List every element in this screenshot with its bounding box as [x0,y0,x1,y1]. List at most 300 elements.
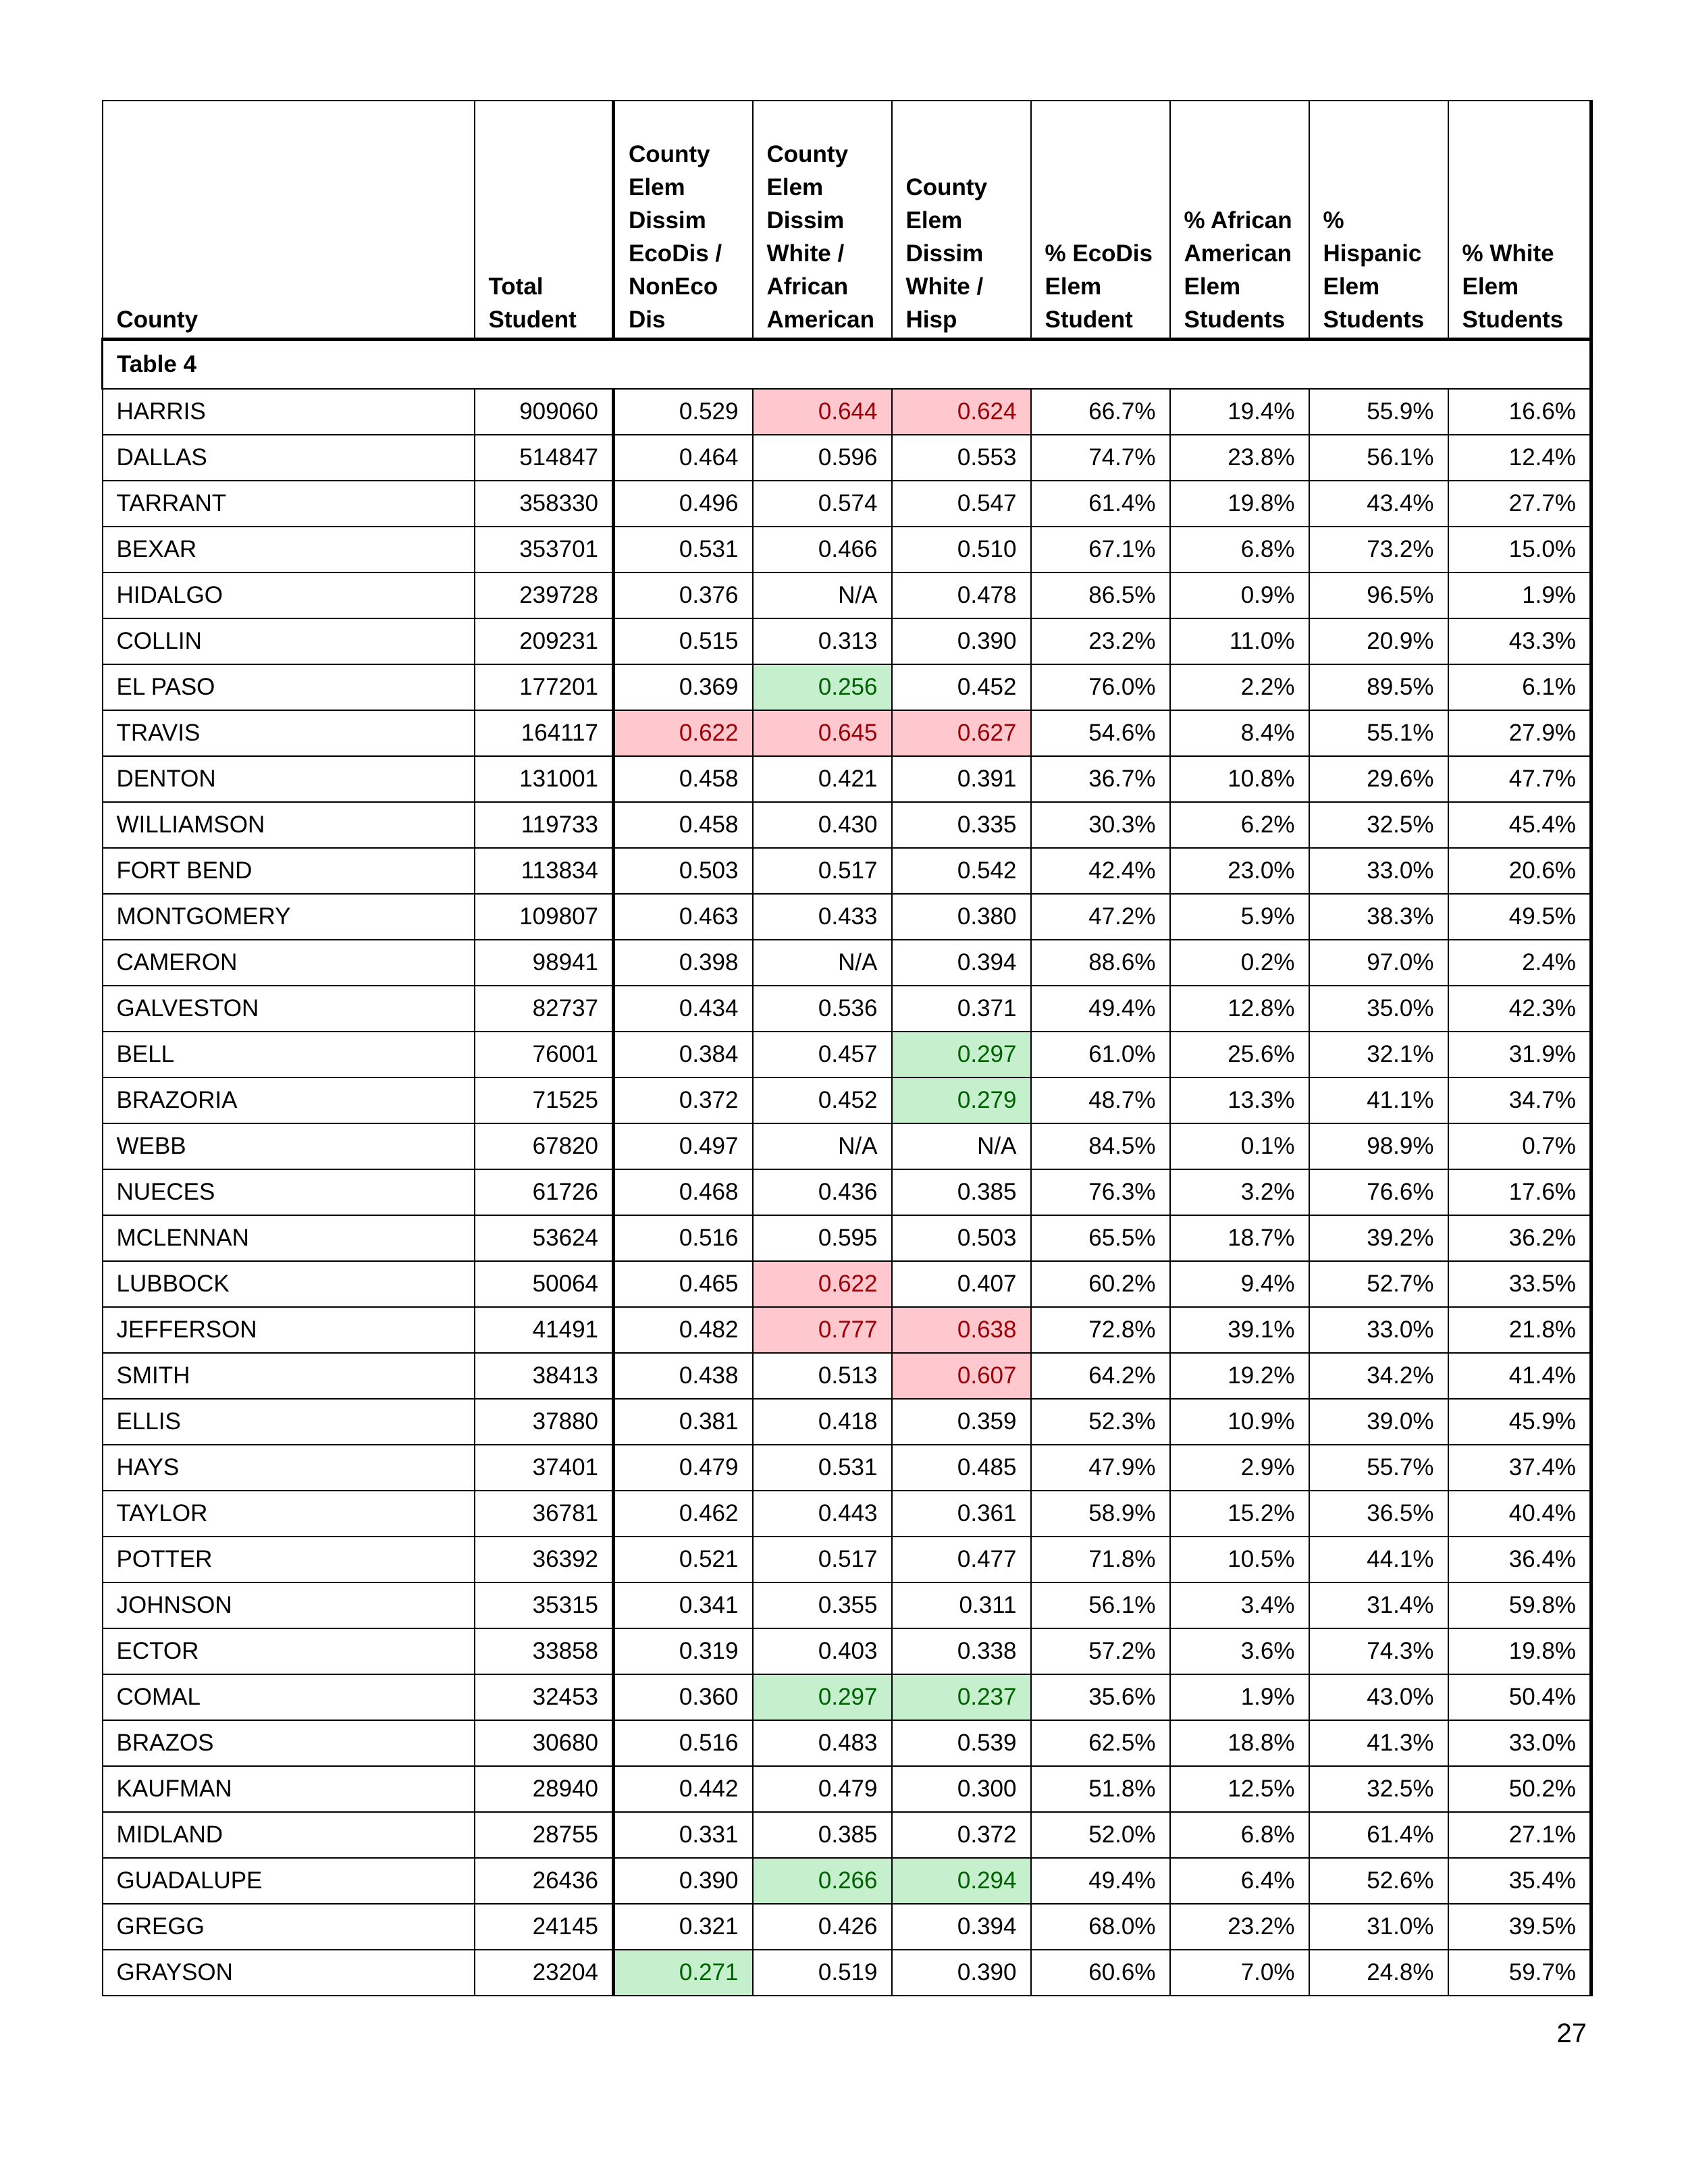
cell-dissim-white-aa: 0.426 [753,1904,892,1950]
cell-pct-african-american: 3.6% [1170,1628,1309,1674]
cell-pct-ecodis: 76.3% [1031,1169,1170,1215]
cell-pct-white: 42.3% [1448,986,1591,1032]
table-row [103,1812,1591,1858]
cell-pct-white: 49.5% [1448,894,1591,940]
cell-dissim-ecodis: 0.529 [614,389,753,435]
cell-pct-ecodis: 58.9% [1031,1491,1170,1537]
cell-pct-hispanic: 55.1% [1309,710,1448,756]
cell-pct-hispanic: 43.4% [1309,481,1448,527]
cell-dissim-white-hisp: 0.477 [892,1537,1031,1582]
cell-total-student: 41491 [475,1307,614,1353]
cell-dissim-white-hisp: 0.359 [892,1399,1031,1445]
table-row [103,1261,1591,1307]
cell-dissim-white-hisp: 0.385 [892,1169,1031,1215]
cell-pct-white: 59.8% [1448,1582,1591,1628]
cell-pct-hispanic: 33.0% [1309,848,1448,894]
cell-dissim-white-hisp: 0.624 [892,389,1031,435]
cell-county: MONTGOMERY [103,894,475,940]
table-row [103,1353,1591,1399]
cell-dissim-white-hisp: 0.338 [892,1628,1031,1674]
cell-dissim-ecodis: 0.321 [614,1904,753,1950]
cell-dissim-white-aa: 0.266 [753,1858,892,1904]
cell-total-student: 909060 [475,389,614,435]
cell-dissim-ecodis: 0.516 [614,1215,753,1261]
cell-dissim-white-hisp: 0.237 [892,1674,1031,1720]
cell-dissim-ecodis: 0.271 [614,1950,753,1996]
cell-dissim-ecodis: 0.331 [614,1812,753,1858]
cell-dissim-white-aa: 0.622 [753,1261,892,1307]
table-row [103,1674,1591,1720]
cell-pct-white: 50.4% [1448,1674,1591,1720]
cell-pct-white: 43.3% [1448,618,1591,664]
cell-pct-hispanic: 97.0% [1309,940,1448,986]
cell-pct-african-american: 18.8% [1170,1720,1309,1766]
cell-pct-ecodis: 76.0% [1031,664,1170,710]
cell-pct-ecodis: 88.6% [1031,940,1170,986]
table-row [103,986,1591,1032]
table-row [103,1399,1591,1445]
cell-pct-african-american: 2.9% [1170,1445,1309,1491]
cell-county: POTTER [103,1537,475,1582]
cell-dissim-white-aa: 0.536 [753,986,892,1032]
cell-pct-ecodis: 86.5% [1031,572,1170,618]
cell-dissim-white-hisp: 0.300 [892,1766,1031,1812]
header-pct-ecodis: % EcoDis Elem Student [1031,101,1170,340]
cell-county: LUBBOCK [103,1261,475,1307]
table-row [103,435,1591,481]
cell-dissim-white-aa: 0.403 [753,1628,892,1674]
table-row [103,1537,1591,1582]
table-row [103,1858,1591,1904]
table-row [103,894,1591,940]
cell-pct-ecodis: 60.6% [1031,1950,1170,1996]
cell-total-student: 353701 [475,527,614,572]
cell-pct-african-american: 1.9% [1170,1674,1309,1720]
cell-dissim-white-aa: 0.421 [753,756,892,802]
cell-county: MCLENNAN [103,1215,475,1261]
cell-pct-african-american: 18.7% [1170,1215,1309,1261]
cell-dissim-white-aa: 0.452 [753,1077,892,1123]
cell-dissim-white-hisp: 0.510 [892,527,1031,572]
cell-total-student: 109807 [475,894,614,940]
cell-pct-african-american: 6.2% [1170,802,1309,848]
cell-dissim-white-hisp: 0.311 [892,1582,1031,1628]
cell-dissim-white-hisp: 0.503 [892,1215,1031,1261]
cell-county: MIDLAND [103,1812,475,1858]
cell-pct-ecodis: 71.8% [1031,1537,1170,1582]
cell-dissim-ecodis: 0.479 [614,1445,753,1491]
cell-county: WEBB [103,1123,475,1169]
cell-total-student: 98941 [475,940,614,986]
cell-pct-white: 0.7% [1448,1123,1591,1169]
cell-pct-ecodis: 42.4% [1031,848,1170,894]
table-row [103,756,1591,802]
cell-pct-african-american: 9.4% [1170,1261,1309,1307]
cell-pct-ecodis: 61.0% [1031,1032,1170,1077]
cell-total-student: 38413 [475,1353,614,1399]
cell-pct-african-american: 19.4% [1170,389,1309,435]
page-number: 27 [1556,2019,1587,2048]
cell-pct-white: 31.9% [1448,1032,1591,1077]
cell-pct-white: 33.5% [1448,1261,1591,1307]
cell-pct-white: 17.6% [1448,1169,1591,1215]
cell-pct-hispanic: 89.5% [1309,664,1448,710]
cell-pct-african-american: 7.0% [1170,1950,1309,1996]
cell-dissim-ecodis: 0.496 [614,481,753,527]
cell-dissim-white-hisp: 0.297 [892,1032,1031,1077]
cell-dissim-white-hisp: 0.407 [892,1261,1031,1307]
cell-county: HAYS [103,1445,475,1491]
cell-county: EL PASO [103,664,475,710]
table-row [103,618,1591,664]
cell-pct-white: 1.9% [1448,572,1591,618]
cell-pct-ecodis: 30.3% [1031,802,1170,848]
cell-dissim-ecodis: 0.372 [614,1077,753,1123]
table-row [103,389,1591,435]
cell-pct-ecodis: 36.7% [1031,756,1170,802]
cell-pct-white: 6.1% [1448,664,1591,710]
cell-dissim-white-hisp: 0.335 [892,802,1031,848]
cell-county: COMAL [103,1674,475,1720]
cell-county: BEXAR [103,527,475,572]
cell-pct-hispanic: 73.2% [1309,527,1448,572]
cell-pct-ecodis: 23.2% [1031,618,1170,664]
cell-total-student: 24145 [475,1904,614,1950]
cell-dissim-white-aa: 0.385 [753,1812,892,1858]
table-row [103,664,1591,710]
cell-pct-ecodis: 67.1% [1031,527,1170,572]
cell-pct-white: 15.0% [1448,527,1591,572]
cell-dissim-ecodis: 0.442 [614,1766,753,1812]
table-body [103,389,1591,1996]
cell-dissim-white-hisp: 0.607 [892,1353,1031,1399]
cell-pct-african-american: 0.2% [1170,940,1309,986]
cell-pct-african-american: 10.8% [1170,756,1309,802]
cell-pct-african-american: 10.5% [1170,1537,1309,1582]
cell-pct-african-american: 23.8% [1170,435,1309,481]
cell-total-student: 26436 [475,1858,614,1904]
cell-pct-white: 35.4% [1448,1858,1591,1904]
cell-county: FORT BEND [103,848,475,894]
cell-pct-hispanic: 39.2% [1309,1215,1448,1261]
cell-pct-white: 27.1% [1448,1812,1591,1858]
cell-pct-ecodis: 66.7% [1031,389,1170,435]
cell-pct-african-american: 0.1% [1170,1123,1309,1169]
table-title-row [103,340,1591,390]
cell-county: COLLIN [103,618,475,664]
cell-dissim-white-hisp: 0.361 [892,1491,1031,1537]
cell-pct-ecodis: 47.9% [1031,1445,1170,1491]
cell-total-student: 82737 [475,986,614,1032]
cell-pct-ecodis: 54.6% [1031,710,1170,756]
cell-county: GUADALUPE [103,1858,475,1904]
cell-pct-ecodis: 49.4% [1031,1858,1170,1904]
cell-pct-ecodis: 84.5% [1031,1123,1170,1169]
cell-dissim-ecodis: 0.376 [614,572,753,618]
cell-total-student: 239728 [475,572,614,618]
cell-total-student: 131001 [475,756,614,802]
cell-pct-african-american: 0.9% [1170,572,1309,618]
cell-county: BELL [103,1032,475,1077]
cell-dissim-white-hisp: 0.452 [892,664,1031,710]
cell-pct-african-american: 23.0% [1170,848,1309,894]
cell-dissim-white-hisp: 0.391 [892,756,1031,802]
cell-dissim-white-hisp: 0.294 [892,1858,1031,1904]
cell-pct-hispanic: 20.9% [1309,618,1448,664]
cell-pct-white: 33.0% [1448,1720,1591,1766]
cell-dissim-ecodis: 0.521 [614,1537,753,1582]
cell-total-student: 35315 [475,1582,614,1628]
cell-pct-african-american: 3.2% [1170,1169,1309,1215]
cell-total-student: 32453 [475,1674,614,1720]
cell-pct-hispanic: 98.9% [1309,1123,1448,1169]
cell-pct-african-american: 25.6% [1170,1032,1309,1077]
header-total-student: Total Student [475,101,614,340]
table-row [103,1720,1591,1766]
cell-dissim-white-hisp: 0.390 [892,1950,1031,1996]
table-row [103,802,1591,848]
cell-dissim-ecodis: 0.384 [614,1032,753,1077]
cell-pct-ecodis: 57.2% [1031,1628,1170,1674]
cell-pct-hispanic: 55.9% [1309,389,1448,435]
cell-pct-ecodis: 56.1% [1031,1582,1170,1628]
cell-dissim-white-hisp: 0.394 [892,1904,1031,1950]
cell-dissim-white-hisp: N/A [892,1123,1031,1169]
cell-county: NUECES [103,1169,475,1215]
cell-county: ELLIS [103,1399,475,1445]
cell-dissim-ecodis: 0.341 [614,1582,753,1628]
cell-dissim-ecodis: 0.319 [614,1628,753,1674]
cell-dissim-white-hisp: 0.372 [892,1812,1031,1858]
cell-pct-african-american: 12.5% [1170,1766,1309,1812]
cell-pct-white: 45.9% [1448,1399,1591,1445]
cell-pct-ecodis: 49.4% [1031,986,1170,1032]
cell-pct-ecodis: 72.8% [1031,1307,1170,1353]
cell-pct-hispanic: 38.3% [1309,894,1448,940]
cell-pct-hispanic: 44.1% [1309,1537,1448,1582]
cell-pct-white: 36.4% [1448,1537,1591,1582]
table-row [103,527,1591,572]
cell-total-student: 33858 [475,1628,614,1674]
data-table [101,100,1593,1996]
cell-dissim-ecodis: 0.398 [614,940,753,986]
cell-dissim-white-aa: 0.479 [753,1766,892,1812]
cell-pct-african-american: 8.4% [1170,710,1309,756]
cell-pct-hispanic: 33.0% [1309,1307,1448,1353]
table-row [103,1950,1591,1996]
cell-total-student: 28755 [475,1812,614,1858]
cell-pct-white: 50.2% [1448,1766,1591,1812]
cell-county: WILLIAMSON [103,802,475,848]
cell-total-student: 177201 [475,664,614,710]
cell-dissim-ecodis: 0.515 [614,618,753,664]
cell-county: TRAVIS [103,710,475,756]
cell-dissim-ecodis: 0.458 [614,802,753,848]
cell-pct-hispanic: 41.3% [1309,1720,1448,1766]
cell-pct-ecodis: 74.7% [1031,435,1170,481]
cell-total-student: 37401 [475,1445,614,1491]
cell-dissim-ecodis: 0.360 [614,1674,753,1720]
cell-total-student: 113834 [475,848,614,894]
table-row [103,848,1591,894]
cell-total-student: 53624 [475,1215,614,1261]
table-row [103,1215,1591,1261]
cell-dissim-ecodis: 0.465 [614,1261,753,1307]
table-row [103,481,1591,527]
cell-pct-ecodis: 65.5% [1031,1215,1170,1261]
table-row [103,1582,1591,1628]
header-pct-white: % White Elem Students [1448,101,1591,340]
cell-pct-white: 2.4% [1448,940,1591,986]
cell-dissim-white-aa: 0.644 [753,389,892,435]
header-dissim-white-african-american: County Elem Dissim White / African American [753,101,892,340]
cell-dissim-white-aa: 0.531 [753,1445,892,1491]
cell-dissim-ecodis: 0.531 [614,527,753,572]
cell-county: TARRANT [103,481,475,527]
cell-pct-hispanic: 32.1% [1309,1032,1448,1077]
table-row [103,1445,1591,1491]
cell-dissim-ecodis: 0.622 [614,710,753,756]
cell-pct-african-american: 19.2% [1170,1353,1309,1399]
cell-dissim-white-aa: 0.574 [753,481,892,527]
cell-dissim-white-aa: 0.483 [753,1720,892,1766]
cell-pct-hispanic: 31.0% [1309,1904,1448,1950]
cell-dissim-white-hisp: 0.542 [892,848,1031,894]
cell-pct-hispanic: 39.0% [1309,1399,1448,1445]
cell-pct-ecodis: 48.7% [1031,1077,1170,1123]
header-dissim-white-hisp: County Elem Dissim White / Hisp [892,101,1031,340]
cell-dissim-white-hisp: 0.553 [892,435,1031,481]
cell-dissim-white-aa: 0.777 [753,1307,892,1353]
cell-dissim-ecodis: 0.463 [614,894,753,940]
cell-total-student: 28940 [475,1766,614,1812]
table-row [103,1628,1591,1674]
cell-dissim-white-aa: 0.355 [753,1582,892,1628]
cell-pct-white: 36.2% [1448,1215,1591,1261]
cell-dissim-ecodis: 0.390 [614,1858,753,1904]
cell-dissim-white-hisp: 0.539 [892,1720,1031,1766]
cell-dissim-white-aa: N/A [753,572,892,618]
cell-pct-african-american: 6.8% [1170,527,1309,572]
cell-pct-white: 45.4% [1448,802,1591,848]
cell-pct-ecodis: 60.2% [1031,1261,1170,1307]
cell-pct-african-american: 3.4% [1170,1582,1309,1628]
cell-dissim-white-aa: N/A [753,940,892,986]
cell-dissim-ecodis: 0.462 [614,1491,753,1537]
table-row [103,1169,1591,1215]
cell-pct-white: 19.8% [1448,1628,1591,1674]
cell-total-student: 37880 [475,1399,614,1445]
header-county: County [103,101,475,340]
cell-dissim-white-hisp: 0.390 [892,618,1031,664]
table-row [103,710,1591,756]
cell-dissim-white-aa: 0.519 [753,1950,892,1996]
cell-dissim-white-hisp: 0.547 [892,481,1031,527]
cell-pct-hispanic: 32.5% [1309,802,1448,848]
cell-pct-african-american: 23.2% [1170,1904,1309,1950]
table-row [103,1032,1591,1077]
cell-total-student: 164117 [475,710,614,756]
cell-dissim-white-aa: 0.256 [753,664,892,710]
cell-total-student: 71525 [475,1077,614,1123]
cell-county: JEFFERSON [103,1307,475,1353]
cell-pct-african-american: 6.8% [1170,1812,1309,1858]
cell-dissim-white-hisp: 0.380 [892,894,1031,940]
cell-dissim-white-aa: 0.313 [753,618,892,664]
header-dissim-ecodis: County Elem Dissim EcoDis / NonEco Dis [614,101,753,340]
cell-total-student: 36392 [475,1537,614,1582]
cell-pct-white: 59.7% [1448,1950,1591,1996]
cell-county: JOHNSON [103,1582,475,1628]
table-row [103,1307,1591,1353]
cell-pct-hispanic: 41.1% [1309,1077,1448,1123]
cell-county: TAYLOR [103,1491,475,1537]
cell-dissim-ecodis: 0.503 [614,848,753,894]
cell-pct-african-american: 13.3% [1170,1077,1309,1123]
cell-total-student: 514847 [475,435,614,481]
cell-county: KAUFMAN [103,1766,475,1812]
cell-county: BRAZORIA [103,1077,475,1123]
cell-county: DENTON [103,756,475,802]
cell-pct-white: 16.6% [1448,389,1591,435]
cell-pct-hispanic: 52.6% [1309,1858,1448,1904]
table-row [103,572,1591,618]
cell-dissim-ecodis: 0.516 [614,1720,753,1766]
cell-pct-hispanic: 34.2% [1309,1353,1448,1399]
cell-dissim-white-aa: 0.436 [753,1169,892,1215]
cell-pct-ecodis: 68.0% [1031,1904,1170,1950]
cell-pct-ecodis: 52.0% [1031,1812,1170,1858]
cell-county: DALLAS [103,435,475,481]
cell-pct-hispanic: 96.5% [1309,572,1448,618]
cell-pct-african-american: 39.1% [1170,1307,1309,1353]
cell-pct-hispanic: 29.6% [1309,756,1448,802]
cell-pct-african-american: 19.8% [1170,481,1309,527]
cell-county: HARRIS [103,389,475,435]
cell-dissim-white-hisp: 0.371 [892,986,1031,1032]
cell-dissim-ecodis: 0.468 [614,1169,753,1215]
cell-pct-hispanic: 74.3% [1309,1628,1448,1674]
cell-total-student: 36781 [475,1491,614,1537]
cell-dissim-white-aa: 0.517 [753,848,892,894]
cell-pct-african-american: 2.2% [1170,664,1309,710]
cell-pct-ecodis: 47.2% [1031,894,1170,940]
cell-pct-ecodis: 52.3% [1031,1399,1170,1445]
header-pct-african-american: % African American Elem Students [1170,101,1309,340]
cell-dissim-white-aa: 0.457 [753,1032,892,1077]
cell-dissim-white-hisp: 0.279 [892,1077,1031,1123]
cell-pct-african-american: 6.4% [1170,1858,1309,1904]
cell-county: GRAYSON [103,1950,475,1996]
cell-county: SMITH [103,1353,475,1399]
table-row [103,1123,1591,1169]
cell-county: GREGG [103,1904,475,1950]
cell-pct-white: 40.4% [1448,1491,1591,1537]
cell-dissim-white-hisp: 0.638 [892,1307,1031,1353]
cell-pct-white: 47.7% [1448,756,1591,802]
cell-dissim-ecodis: 0.482 [614,1307,753,1353]
cell-dissim-ecodis: 0.381 [614,1399,753,1445]
cell-pct-african-american: 5.9% [1170,894,1309,940]
cell-dissim-white-aa: 0.513 [753,1353,892,1399]
table-row [103,1491,1591,1537]
cell-pct-hispanic: 36.5% [1309,1491,1448,1537]
cell-total-student: 67820 [475,1123,614,1169]
table-row [103,1766,1591,1812]
cell-dissim-white-aa: N/A [753,1123,892,1169]
cell-county: CAMERON [103,940,475,986]
cell-pct-hispanic: 61.4% [1309,1812,1448,1858]
